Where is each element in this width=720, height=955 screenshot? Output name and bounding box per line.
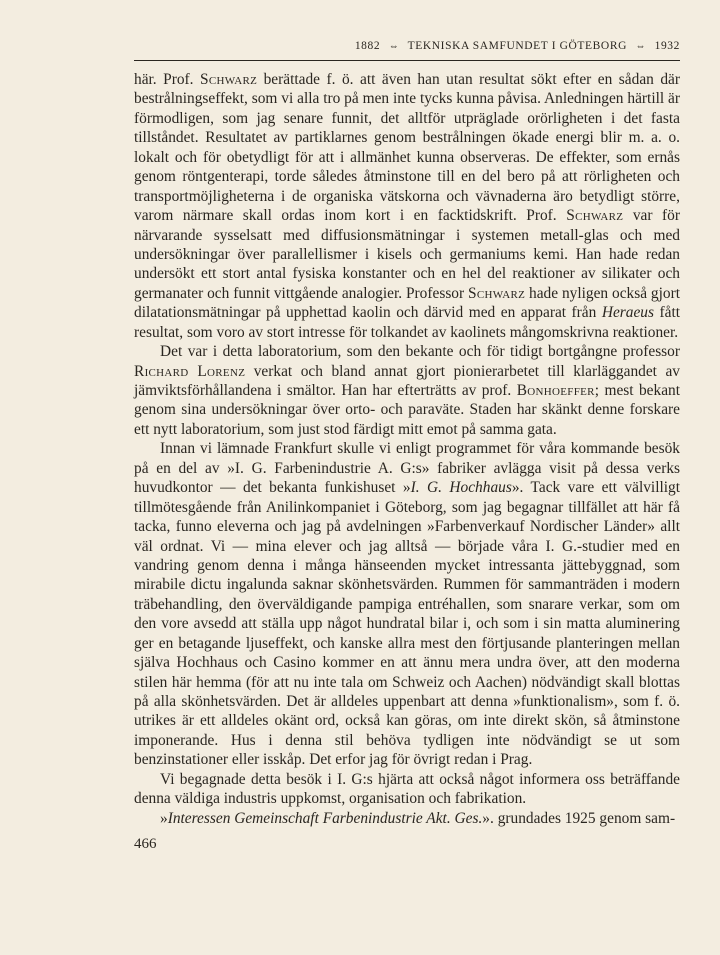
text-run: Vi begagnade detta besök i I. G:s hjärta att också något informera oss beträffande denna väldiga industris uppkomst, organisation och fabrikation.: [134, 770, 680, 808]
text-run: ». grundades 1925 genom sam-: [482, 809, 676, 827]
running-head: [134, 40, 680, 52]
text-run: Bonhoeffer: [516, 382, 595, 399]
paragraph: [134, 70, 680, 342]
text-run: »: [160, 809, 168, 827]
text-run: Schwarz: [468, 284, 526, 302]
text-run: Interessen Gemeinschaft Farbenindustrie Akt. Ges.: [167, 809, 483, 827]
text-run: Schwarz: [200, 71, 258, 88]
text-run: Heraeus: [601, 304, 654, 322]
ornament-icon: ⇔: [635, 41, 647, 52]
paragraph: [134, 342, 680, 439]
text-run: verkat och bland annat gjort pionierarbetet till klarläggandet av jämviktsförhållandena i smältor. Han har efterträtts av prof.: [134, 362, 680, 399]
paragraph: [134, 809, 680, 828]
text-run: berättade f. ö. att även han utan resultat sökt efter en sådan där bestrålningseffekt, som vi alla tro på men inte tycks kunna påvisa. Anledningen härtill är förmodligen, som jag senare funnit, det alltför utpräglade orörligheten i det fasta tillståndet. Resultatet av partiklarnes genom bestrålningen ökade energi blir m. a. o. lokalt och för obetydligt för att i allmänhet kunna observeras. De effekter, som ernås genom röntgenterapi, torde således åtminstone till en del bero på att rörligheten och transportmöjligheterna i de organiska vätskorna och vävnaderna äro betydligt större, varom närmare skall ordas inom kort i en facktidskrift. Prof.: [134, 71, 680, 225]
text-run: Schwarz: [566, 207, 624, 225]
text-run: I. G. Hochhaus: [410, 479, 512, 497]
text-run: här. Prof.: [134, 71, 200, 88]
text-run: Det var i detta laboratorium, som den bekante och för tidigt bortgångne professor: [160, 343, 680, 361]
paragraph: [134, 439, 680, 769]
text-run: ». Tack vare ett välvilligt tillmötesgående från Anilinkompaniet i Göteborg, som jag begagnar tillfället att här få tacka, funno eleverna och jag på avdelningen »Farbenverkauf Nordischer Länder» allt väl ordnat. Vi — mina elever och jag alltså — började våra I. G.-studier med en vandring genom denna i många hänseenden mycket intressanta jättebyggnad, som mirabile dictu ingalunda saknar skönhetsvärden. Rummen för sammanträden i modern träbehandling, den överväldigande pampiga entréhallen, som snarare verkar, som om den vore avsedd att ställa upp något hundratal bilar i, och som i sin matta aluminering ger en betagande ljuseffekt, och kanske allra mest den förtjusande planteringen mellan själva Hochhaus och Casino kommer en att ännu mera undra över, att den moderna stilen här hemma (för att nu inte tala om Schweiz och Aachen) nödvändigt skall blottas på alla skönhetsvärden. Det är alldeles uppenbart att denna »funktionalism», som f. ö. utrikes är ett alldeles okänt ord, också kan göras, om inte direkt skön, så åtminstone imponerande. Hus i denna stil behöva tydligen inte nödvändigt se ut som benzinstationer eller isskåp. Det erfor jag för övrigt redan i Prag.: [134, 479, 681, 769]
body-text: [134, 70, 680, 828]
header-rule: [134, 60, 680, 61]
text-run: hade nyligen också gjort dilatationsmätningar på upphettad kaolin och därvid med en apparat från: [134, 284, 680, 322]
page: [134, 0, 680, 955]
text-run: Innan vi lämnade Frankfurt skulle vi enligt programmet för våra kommande besök på en del av »I. G. Farbenindustrie A. G:s» fabriker avlägga visit på dessa verks huvudkontor — det bekanta funkishuset »: [134, 440, 680, 497]
paragraph: [134, 770, 680, 809]
text-run: var för närvarande sysselsatt med diffusionsmätningar i systemen metall-glas och med undersökningar över parallellismer i kisels och germaniums kemi. Han hade redan undersökt ett stort antal fysiska konstanter och en hel del reaktioner av silikater och germanater och funnit vittgående analogier. Professor: [134, 207, 680, 302]
header-title: TEKNISKA SAMFUNDET I GÖTEBORG: [407, 40, 628, 52]
header-year-start: 1882: [354, 40, 381, 52]
ornament-icon: ⇔: [388, 41, 400, 52]
text-run: ; mest bekant genom sina undersökningar över orto- och paraväte. Staden har skänkt denne forskare ett nytt laboratorium, som just stod färdigt mitt emot på samma gata.: [134, 382, 680, 438]
header-year-end: 1932: [654, 40, 680, 52]
page-number: 466: [134, 836, 157, 852]
text-run: Richard Lorenz: [134, 362, 246, 380]
text-run: fått resultat, som voro av stort intresse för tolkandet av kaolinets mångomskrivna reaktioner.: [134, 304, 680, 341]
